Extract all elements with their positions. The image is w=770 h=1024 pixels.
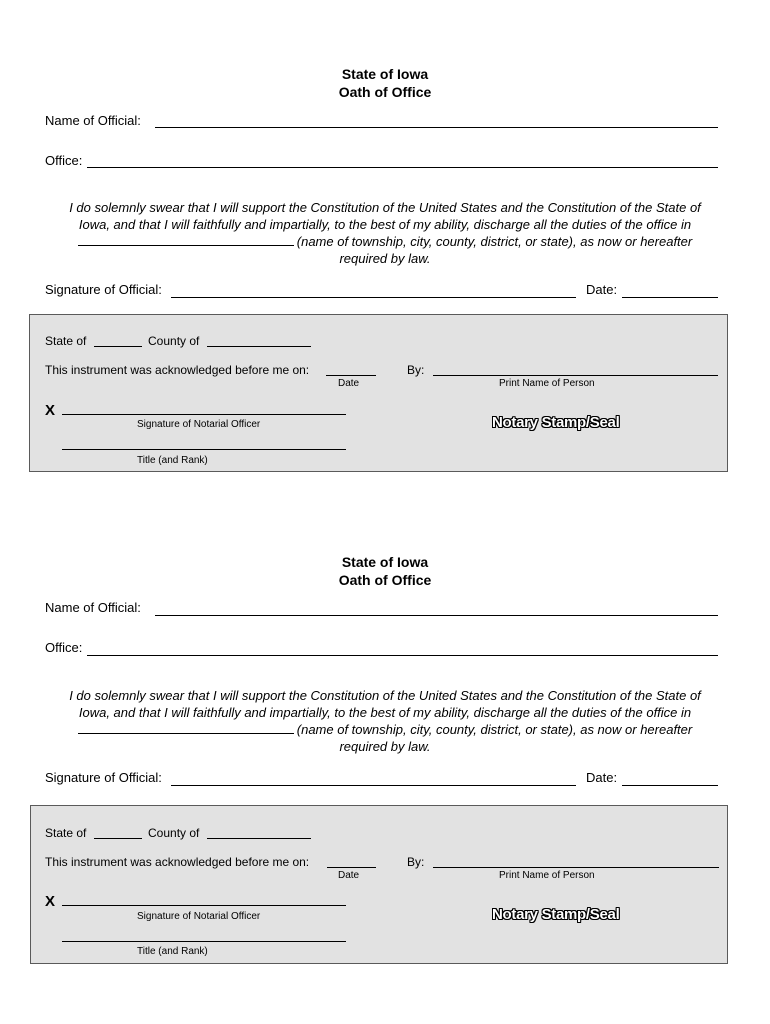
office-label: Office:: [45, 153, 83, 168]
notary-stamp-seal: Notary Stamp/Seal: [492, 414, 620, 431]
notary-title-field[interactable]: [62, 449, 346, 450]
acknowledged-label: This instrument was acknowledged before me on:: [45, 855, 310, 869]
title-rank-caption: Title (and Rank): [137, 455, 208, 466]
form-title-oath: Oath of Office: [338, 572, 432, 588]
title-rank-caption: Title (and Rank): [137, 946, 208, 957]
notary-county-label: County of: [148, 826, 200, 840]
name-of-official-label: Name of Official:: [45, 113, 141, 128]
oath-line-4: required by law.: [339, 738, 431, 754]
notary-county-label: County of: [148, 334, 200, 348]
acknowledged-date-field[interactable]: [327, 867, 376, 868]
print-name-field[interactable]: [433, 867, 719, 868]
form-title-state: State of Iowa: [341, 554, 429, 570]
notary-state-label: State of: [45, 826, 87, 840]
notary-title-field[interactable]: [62, 941, 346, 942]
oath-line-2: Iowa, and that I will faithfully and impartially, to the best of my ability, discharge all the duties of the office in: [78, 216, 692, 232]
notarial-signature-caption: Signature of Notarial Officer: [137, 911, 261, 922]
signature-of-official-field[interactable]: [171, 785, 576, 786]
office-field[interactable]: [87, 167, 718, 168]
signature-of-official-field[interactable]: [171, 297, 576, 298]
form-title-state: State of Iowa: [341, 66, 429, 82]
office-label: Office:: [45, 640, 83, 655]
acknowledged-date-field[interactable]: [326, 375, 376, 376]
print-name-caption: Print Name of Person: [499, 378, 595, 389]
print-name-caption: Print Name of Person: [499, 870, 595, 881]
print-name-field[interactable]: [433, 375, 718, 376]
name-of-official-field[interactable]: [155, 127, 718, 128]
office-name-blank[interactable]: [78, 233, 294, 246]
oath-line-3: (name of township, city, county, district, or state), as now or hereafter: [296, 234, 693, 249]
x-signature-mark: X: [45, 893, 56, 910]
date-label: Date:: [586, 282, 618, 297]
notary-acknowledgment-box: [29, 314, 728, 472]
by-label: By:: [407, 363, 425, 377]
office-field[interactable]: [87, 655, 718, 656]
date-field[interactable]: [622, 297, 718, 298]
oath-text: [40, 688, 730, 755]
notarial-signature-field[interactable]: [62, 905, 346, 906]
by-label: By:: [407, 855, 425, 869]
notary-state-label: State of: [45, 334, 87, 348]
date-label: Date:: [586, 770, 618, 785]
acknowledged-label: This instrument was acknowledged before me on:: [45, 363, 310, 377]
signature-of-official-label: Signature of Official:: [45, 770, 162, 785]
oath-line-1: I do solemnly swear that I will support the Constitution of the United States and the Constitution of the State of: [69, 200, 701, 215]
notary-acknowledgment-box: [30, 805, 728, 964]
form-title-oath: Oath of Office: [338, 84, 432, 100]
notarial-signature-field[interactable]: [62, 414, 346, 415]
oath-line-3: (name of township, city, county, district, or state), as now or hereafter: [296, 722, 693, 737]
date-caption: Date: [338, 870, 360, 881]
oath-line-4: required by law.: [339, 250, 431, 266]
notary-state-field[interactable]: [94, 838, 142, 839]
notary-state-field[interactable]: [94, 346, 142, 347]
name-of-official-field[interactable]: [155, 615, 718, 616]
oath-line-2: Iowa, and that I will faithfully and impartially, to the best of my ability, discharge all the duties of the office in: [78, 704, 692, 720]
date-caption: Date: [338, 378, 360, 389]
notarial-signature-caption: Signature of Notarial Officer: [137, 419, 261, 430]
name-of-official-label: Name of Official:: [45, 600, 141, 615]
signature-of-official-label: Signature of Official:: [45, 282, 162, 297]
notary-county-field[interactable]: [207, 346, 311, 347]
x-signature-mark: X: [45, 402, 56, 419]
oath-line-1: I do solemnly swear that I will support the Constitution of the United States and the Constitution of the State of: [69, 688, 701, 703]
notary-stamp-seal: Notary Stamp/Seal: [492, 906, 620, 923]
office-name-blank[interactable]: [78, 721, 294, 734]
notary-county-field[interactable]: [207, 838, 311, 839]
oath-text: [40, 200, 730, 267]
date-field[interactable]: [622, 785, 718, 786]
